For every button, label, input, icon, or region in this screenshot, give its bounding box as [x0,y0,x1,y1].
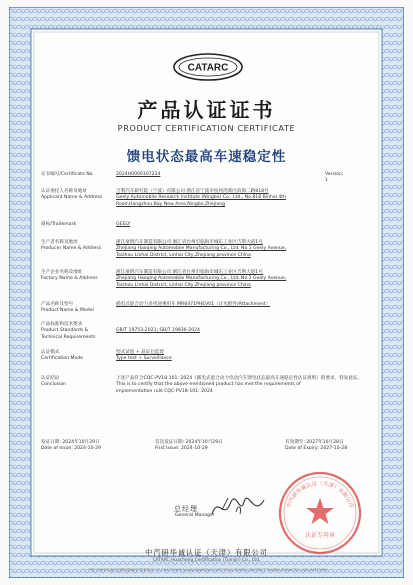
trademark-label: 商标/Trademark [41,222,77,227]
issue-date: 发证日期: 2024年10月29日 Date of Issue: 2024-10-29 [41,440,101,451]
general-manager-signature [208,490,268,524]
certificate-title-en: PRODUCT CERTIFICATION CERTIFICATE [117,123,296,133]
issuer-name-cn: 中汽研华诚认证（天津）有限公司 [145,548,268,557]
catarc-logo [172,52,244,82]
certificate-no-value: 2024H0000107234 [116,172,161,177]
trademark-value: GEELY [116,222,131,227]
seal-text: 中汽研华诚认证（天津）有限公司 [286,480,354,509]
logo-text: CATARC [187,62,229,74]
expiry-date: 有效期至: 2027年10月28日 Date of Expiry: 2027-10-28 [285,440,348,451]
standards-label: 产品标准和技术要求 Product Standards & Technical Requirements [41,322,96,340]
mode-value: 型式试验 + 获证后监督 Type test + Surveillance [116,350,172,362]
general-manager-title-cn: 总经理 [174,505,198,513]
producer-value: 浙江豪情汽车制造有限公司 浙江省台州市临海市城东工业区吉利大道1号 Zhejiang Haoqing Automobile Manufacturing Co., Ltd. No.1 Geely Avenue, Taizhou Linhai District, Linhai City,Zhejiang province China [116,240,287,258]
factory-label: 生产企业名称及地址 Factory Name & Address [41,270,98,282]
certificate-title-cn: 产品认证证书 [137,98,276,122]
general-manager-title-en: General Manager [175,513,215,518]
mode-label: 认证模式 Certification Mode [41,350,84,362]
issuer-name-en: CATARC Huacheng Certification (Tianjin) Co., Ltd. [152,558,261,563]
first-issue-date: 首次发证日期: 2024年10月29日 First Issue: 2024-10-29 [155,440,223,451]
certificate-no-label: 证书编号/Certificate No. [41,172,94,177]
certificate-subject: 馈电状态最高车速稳定性 [126,149,287,165]
standards-value: GB/T 19753-2021; GB/T 19836-2024 [116,328,200,333]
conclusion-label: 认证结论 Conclusion [41,376,67,388]
official-seal [277,470,363,556]
factory-value: 浙江豪情汽车制造有限公司 浙江省台州市临海市城东工业区吉利大道1号 Zhejiang Haoqing Automobile Manufacturing Co., Ltd. No.1 Geely Avenue, Taizhou Linhai District, Linhai City,Zhejiang province China [116,270,287,288]
seal-subtext: 认证专用章 [304,532,336,539]
applicant-value: 吉利汽车研究院（宁波）有限公司 浙江省宁波市杭州湾新区滨海二路818号 Geely Automobile Research Institute (Ningbo) Co., Ltd., No.818 Binhai 4th Road,Hangzhou Bay New Area,Ningbo,Zhejiang [116,189,287,207]
producer-label: 生产者名称及地址 Producer Name & Address [41,240,102,252]
product-label: 产品名称及型号 Product Name & Model [41,302,94,314]
applicant-label: 认证委托人名称及地址 Applicant Name & Address [41,189,103,201]
version-label: Version: 1 [325,172,344,184]
conclusion-value: 上述产品符合CQC-PV18-101: 2024《插电式混合动力电动汽车馈电状态最高车速稳定性认证规则》的要求，特发此证。 This is to certify that the above-mentioned product has met the requirements of implementation rule CQC-PV18-101: 2024 [116,376,363,394]
product-value: 插电式混合动力多用途乘用车 MR6471PHEV01（详见附件/Attachment） [116,302,271,307]
issuer-address: 中国·天津市东丽区先锋东路68号 联系电话: 022-84379999 No.68 XIANFENG EAST ROAD DONGLI DISTRICT TIANJIN CHINA TEL: 022-84379999 [87,568,328,572]
